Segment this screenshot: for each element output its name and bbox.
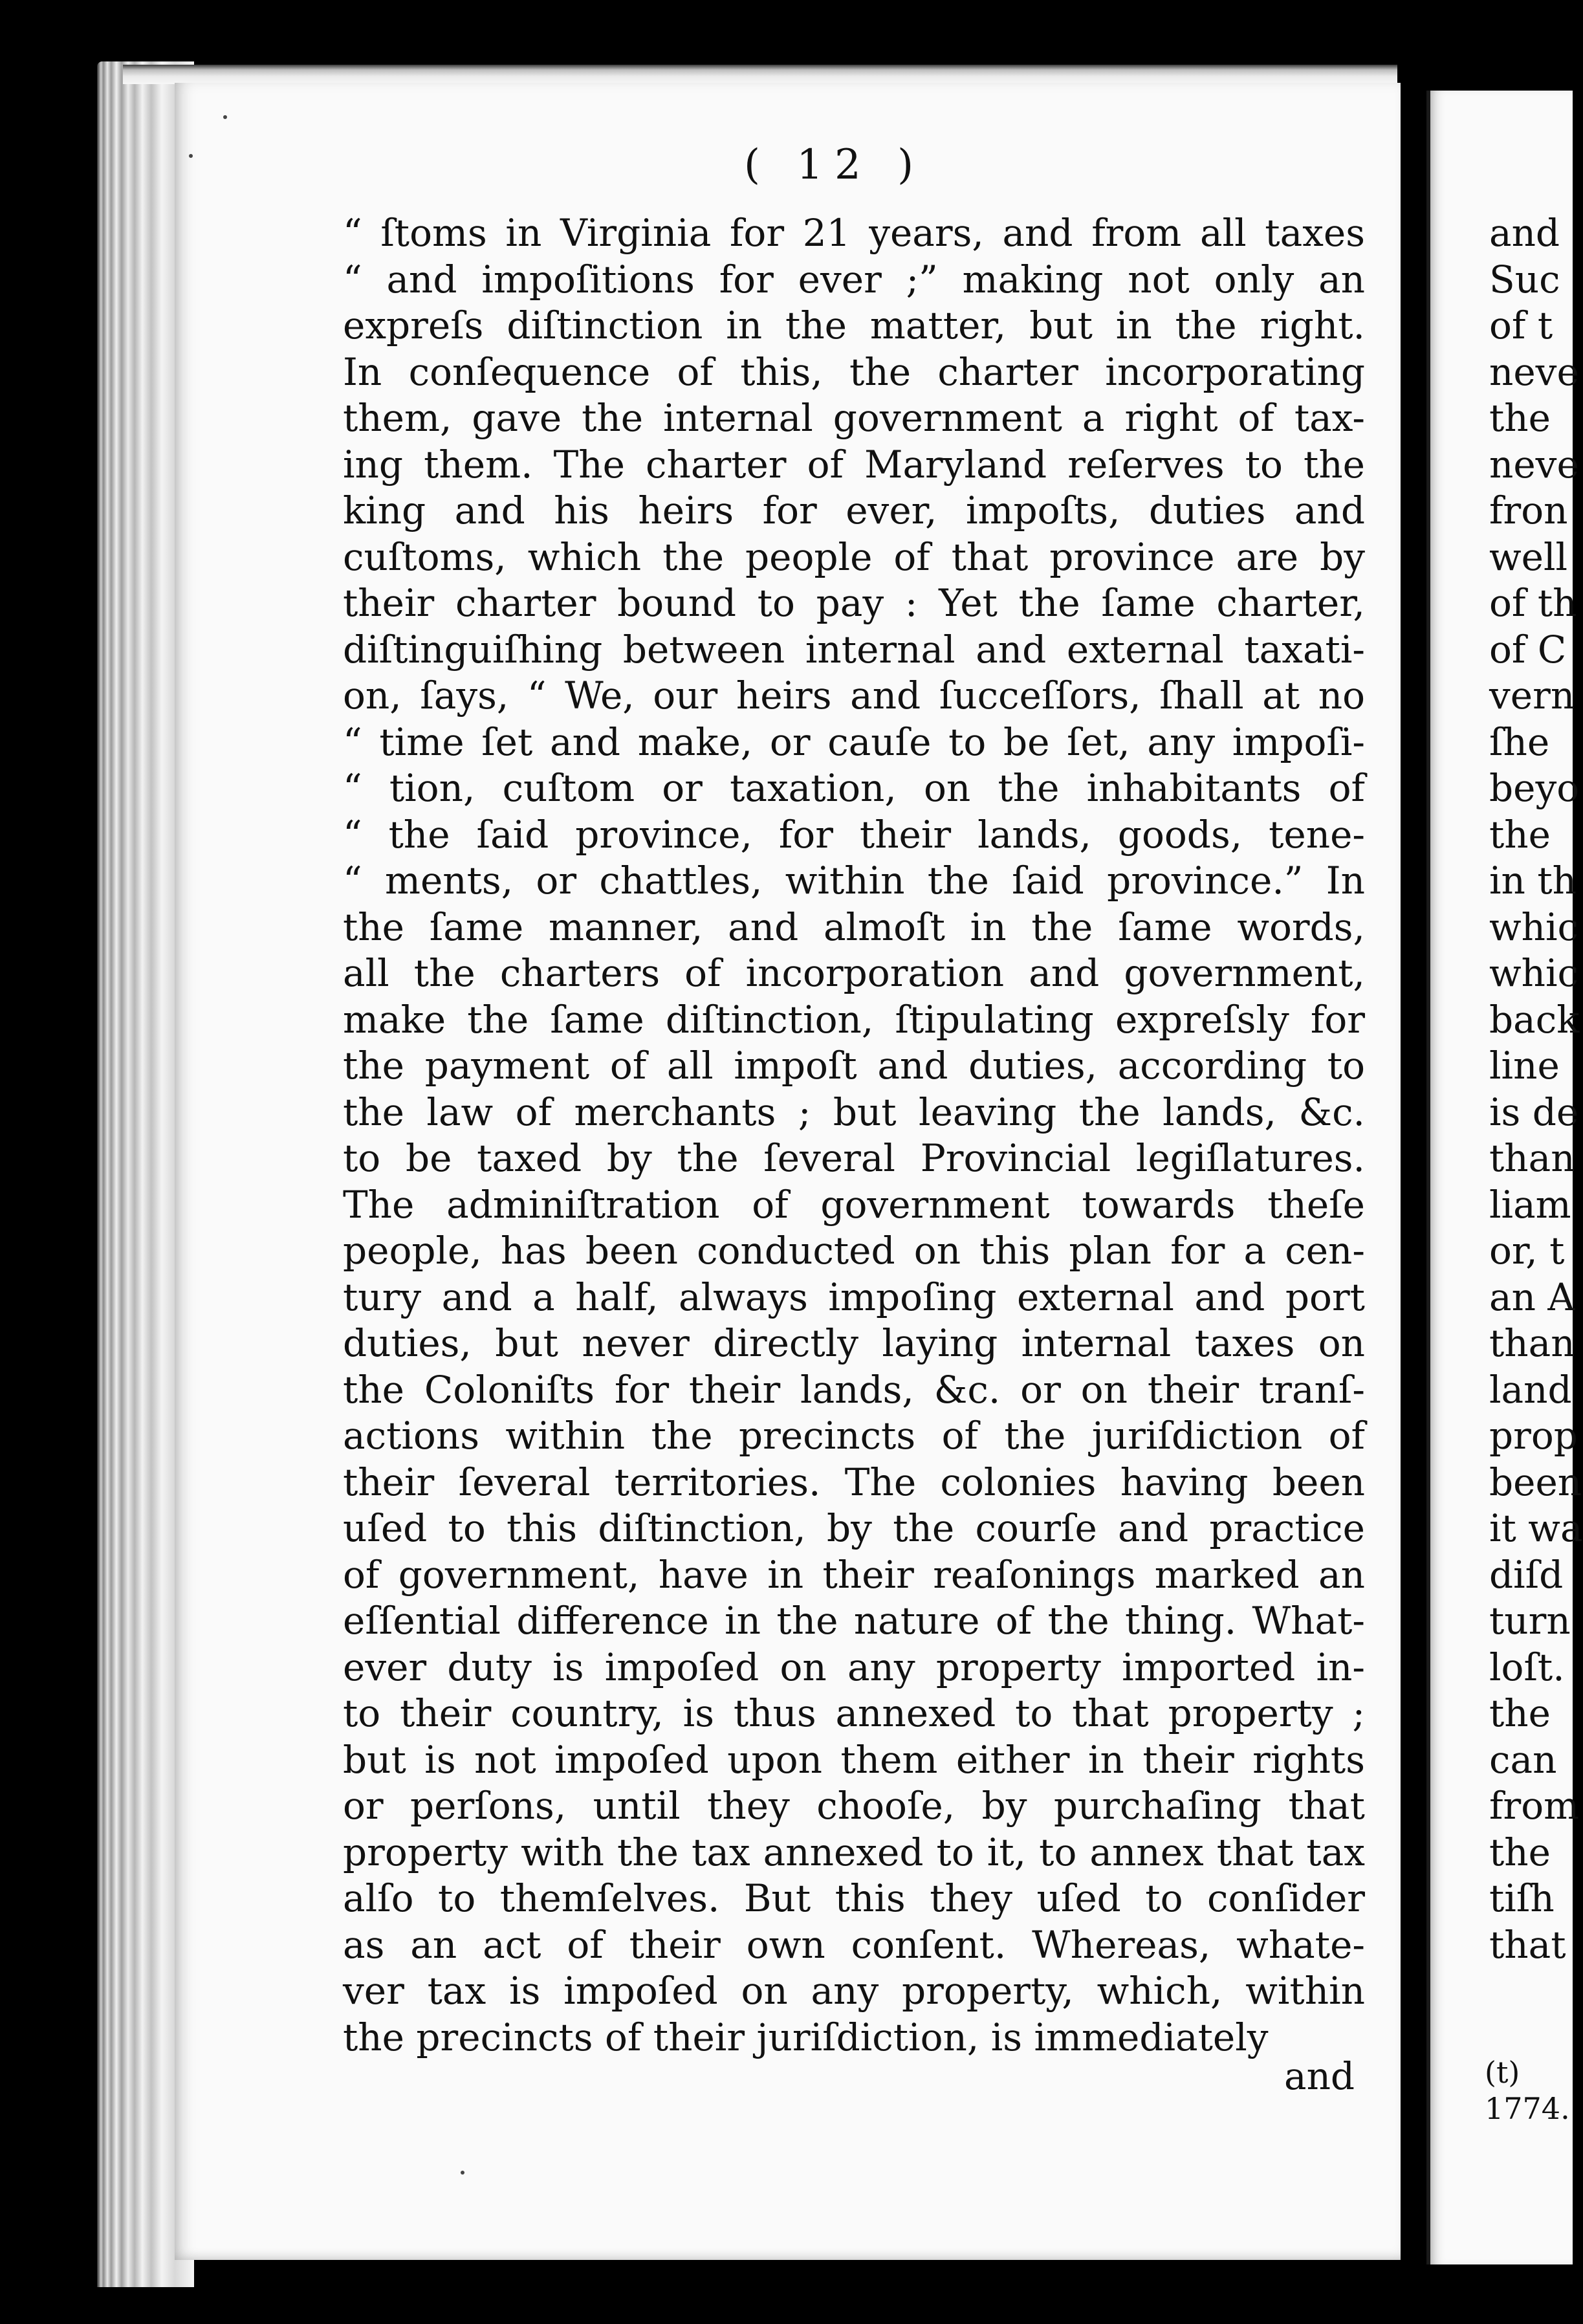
right-text-line: the xyxy=(1489,1830,1551,1874)
text-line: on, ſays, “ We, our heirs and ſucceſſors, ſhall at no xyxy=(343,674,1365,718)
right-page-text xyxy=(1489,210,1583,1968)
text-line: people, has been conducted on this plan for a cen- xyxy=(343,1229,1365,1273)
text-line: diſtinguiſhing between internal and external taxati- xyxy=(343,627,1365,672)
right-text-line: Suc xyxy=(1489,257,1560,301)
text-line: their ſeveral territories. The colonies having been xyxy=(343,1460,1365,1504)
right-text-line: the xyxy=(1489,812,1551,857)
text-line: “ ſtoms in Virginia for 21 years, and from all taxes xyxy=(343,211,1365,255)
right-text-line: line xyxy=(1489,1044,1560,1088)
right-text-line: and xyxy=(1489,211,1560,255)
text-line: expreſs diſtinction in the matter, but in the right. xyxy=(343,303,1365,347)
right-text-line: neve xyxy=(1489,442,1579,487)
right-text-line: than xyxy=(1489,1136,1575,1180)
text-line: make the ſame diſtinction, ſtipulating expreſsly for xyxy=(343,997,1365,1042)
paper-speck xyxy=(189,154,193,158)
right-text-line: whic xyxy=(1489,951,1579,995)
text-line: as an act of their own conſent. Whereas, whate- xyxy=(343,1922,1365,1967)
right-text-line: from xyxy=(1489,1784,1580,1828)
text-line: cuſtoms, which the people of that province are by xyxy=(343,534,1365,579)
page-top-edge xyxy=(123,65,1397,84)
right-page-footnote xyxy=(1485,2054,1570,2127)
text-line: ever duty is impoſed on any property imported in- xyxy=(343,1645,1365,1689)
text-line: or perſons, until they chooſe, by purchaſing that xyxy=(343,1784,1365,1828)
catchword: and xyxy=(1284,2054,1355,2098)
right-text-line: vern xyxy=(1489,674,1575,718)
paper-speck xyxy=(223,115,227,119)
text-line: the law of merchants ; but leaving the lands, &c. xyxy=(343,1090,1365,1134)
text-line: them, gave the internal government a right of tax- xyxy=(343,396,1365,440)
text-line: ver tax is impoſed on any property, which, within xyxy=(343,1969,1365,2013)
right-text-line: the xyxy=(1489,396,1551,440)
right-text-line: back xyxy=(1489,997,1580,1042)
right-text-line: or, t xyxy=(1489,1229,1565,1273)
right-text-line: liam xyxy=(1489,1182,1571,1227)
right-text-line: in th xyxy=(1489,859,1577,903)
text-line: the payment of all impoſt and duties, according to xyxy=(343,1044,1365,1088)
text-line: “ time ſet and make, or cauſe to be ſet, any impoſi- xyxy=(343,719,1365,764)
right-text-line: of th xyxy=(1489,581,1577,625)
footnote-marker: (t) xyxy=(1485,2055,1520,2090)
right-text-line: tiſh xyxy=(1489,1876,1555,1920)
text-line: “ tion, cuſtom or taxation, on the inhabitants of xyxy=(343,766,1365,810)
right-text-line: diſd xyxy=(1489,1552,1564,1597)
text-line: all the charters of incorporation and government, xyxy=(343,951,1365,995)
page-header: ( 12 ) xyxy=(744,141,926,189)
text-line: the Coloniſts for their lands, &c. or on their tranſ- xyxy=(343,1367,1365,1412)
right-text-line: turn xyxy=(1489,1599,1571,1643)
right-text-line: prop xyxy=(1489,1414,1578,1458)
right-text-line: whic xyxy=(1489,904,1579,949)
right-text-line: land xyxy=(1489,1367,1572,1412)
main-text-block xyxy=(343,210,1365,2061)
right-text-line: of C xyxy=(1489,627,1567,672)
text-line: their charter bound to pay : Yet the ſame charter, xyxy=(343,581,1365,625)
text-line: “ the ſaid province, for their lands, goods, tene- xyxy=(343,812,1365,857)
right-text-line: than xyxy=(1489,1321,1575,1365)
text-line: but is not impoſed upon them either in their rights xyxy=(343,1737,1365,1782)
right-text-line: is de xyxy=(1489,1090,1579,1134)
right-text-line: can xyxy=(1489,1737,1557,1782)
paper-speck xyxy=(461,2171,464,2175)
text-line: alſo to themſelves. But this they uſed to conſider xyxy=(343,1876,1365,1920)
text-line: actions within the precincts of the juriſdiction of xyxy=(343,1414,1365,1458)
text-line: the precincts of their juriſdiction, is immediately xyxy=(343,2015,1269,2059)
text-line: “ ments, or chattles, within the ſaid province.” In xyxy=(343,859,1365,903)
text-line: to their country, is thus annexed to that property ; xyxy=(343,1691,1365,1735)
text-line: to be taxed by the ſeveral Provincial legiſlatures. xyxy=(343,1136,1365,1180)
text-line: tury and a half, always impoſing external and port xyxy=(343,1275,1365,1319)
text-line: king and his heirs for ever, impoſts, duties and xyxy=(343,488,1365,532)
text-line: the ſame manner, and almoſt in the ſame words, xyxy=(343,904,1365,949)
right-text-line: neve xyxy=(1489,349,1579,394)
text-line: of government, have in their reaſonings marked an xyxy=(343,1552,1365,1597)
right-text-line: of t xyxy=(1489,303,1553,347)
text-line: ing them. The charter of Maryland reſerves to the xyxy=(343,442,1365,487)
footnote-year: 1774. xyxy=(1485,2091,1570,2126)
text-line: property with the tax annexed to it, to annex that tax xyxy=(343,1830,1365,1874)
right-text-line: an A xyxy=(1489,1275,1575,1319)
right-text-line: been xyxy=(1489,1460,1582,1504)
right-text-line: fron xyxy=(1489,488,1568,532)
right-text-line: it wa xyxy=(1489,1506,1583,1550)
right-text-line: that xyxy=(1489,1922,1566,1967)
text-line: In conſequence of this, the charter incorporating xyxy=(343,349,1365,394)
text-line: uſed to this diſtinction, by the courſe and practice xyxy=(343,1506,1365,1550)
text-line: eſſential difference in the nature of the thing. What- xyxy=(343,1599,1365,1643)
text-line: The adminiſtration of government towards theſe xyxy=(343,1182,1365,1227)
right-text-line: ſhe xyxy=(1489,719,1550,764)
right-text-line: beyo xyxy=(1489,766,1580,810)
right-text-line: well xyxy=(1489,534,1568,579)
text-line: duties, but never directly laying internal taxes on xyxy=(343,1321,1365,1365)
text-line: “ and impoſitions for ever ;” making not only an xyxy=(343,257,1365,301)
right-text-line: loſt. xyxy=(1489,1645,1565,1689)
right-text-line: the xyxy=(1489,1691,1551,1735)
